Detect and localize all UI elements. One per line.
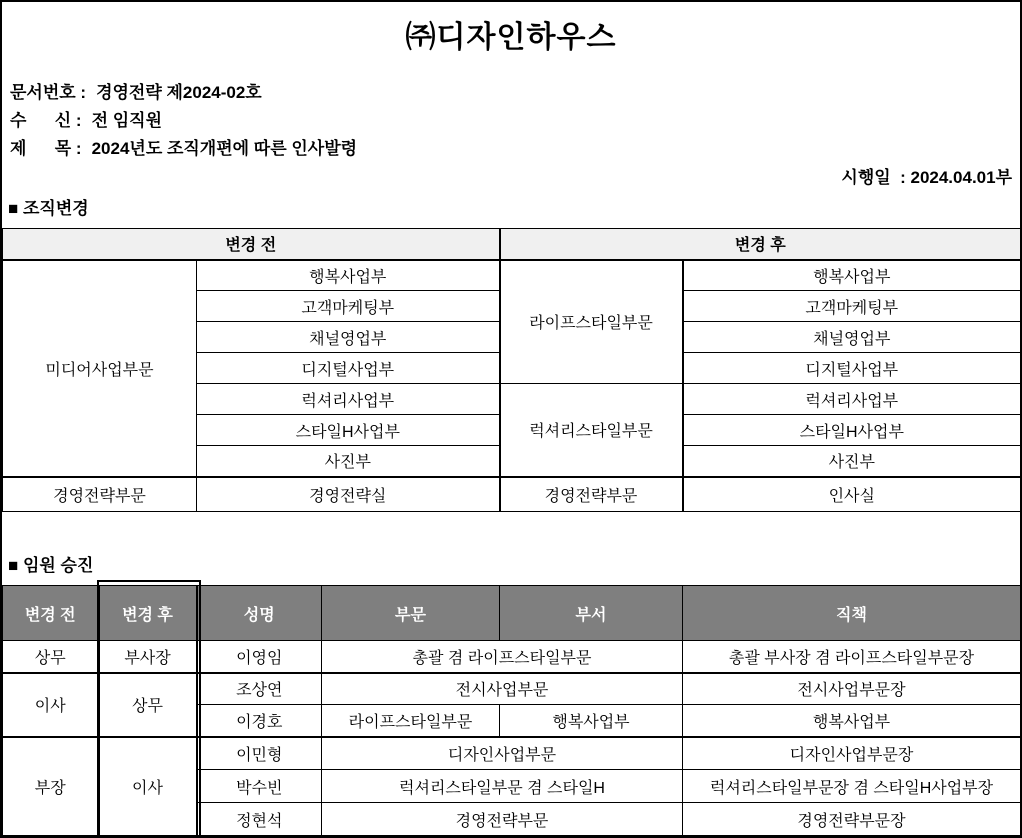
before-dept-cell: 행복사업부	[197, 260, 500, 291]
after-rank-cell: 이사	[99, 737, 197, 836]
before-rank-cell: 부장	[3, 737, 99, 836]
after-dept-cell: 사진부	[683, 446, 1021, 477]
division-cell: 전시사업부문	[322, 673, 683, 705]
after-division-luxury-cell: 럭셔리스타일부문	[500, 384, 683, 477]
before-dept-cell: 채널영업부	[197, 322, 500, 353]
recipient-label: 수 신 :	[10, 111, 82, 130]
org-header-after: 변경 후	[500, 229, 1021, 260]
promotion-heading: ■ 임원 승진	[8, 556, 94, 575]
recipient-line	[10, 106, 162, 131]
before-rank-cell: 상무	[3, 641, 99, 673]
after-dept-cell: 행복사업부	[683, 260, 1021, 291]
org-header-before: 변경 전	[3, 229, 500, 260]
name-cell: 정현석	[197, 803, 322, 836]
doc-number-line	[10, 78, 262, 103]
division-cell: 경영전략부문	[322, 803, 683, 836]
after-dept-cell: 럭셔리사업부	[683, 384, 1021, 415]
name-cell: 박수빈	[197, 770, 322, 803]
last-after-dept-cell: 인사실	[683, 477, 1021, 512]
after-rank-cell: 부사장	[99, 641, 197, 673]
org-table-header-row	[3, 229, 1021, 260]
table-row	[3, 641, 1021, 673]
division-cell: 디자인사업부문	[322, 737, 683, 770]
last-before-division-cell: 경영전략부문	[3, 477, 197, 512]
promo-header-division: 부문	[322, 586, 500, 641]
org-change-table	[2, 228, 1021, 512]
doc-number-label: 문서번호 :	[10, 83, 87, 102]
after-dept-cell: 디지털사업부	[683, 353, 1021, 384]
division-cell: 럭셔리스타일부문 겸 스타일H	[322, 770, 683, 803]
title-cell: 럭셔리스타일부문장 겸 스타일H사업부장	[683, 770, 1021, 803]
promo-header-after: 변경 후	[99, 586, 197, 641]
before-dept-cell: 고객마케팅부	[197, 291, 500, 322]
table-row	[3, 260, 1021, 291]
before-division-cell: 미디어사업부문	[3, 260, 197, 477]
subject-label: 제 목 :	[10, 139, 82, 158]
title-cell: 전시사업부문장	[683, 673, 1021, 705]
division-cell: 라이프스타일부문	[322, 705, 500, 737]
name-cell: 이경호	[197, 705, 322, 737]
last-after-division-cell: 경영전략부문	[500, 477, 683, 512]
name-cell: 이영임	[197, 641, 322, 673]
before-dept-cell: 럭셔리사업부	[197, 384, 500, 415]
promo-header-title: 직책	[683, 586, 1021, 641]
table-row	[3, 477, 1021, 512]
before-dept-cell: 사진부	[197, 446, 500, 477]
recipient-value: 전 임직원	[91, 111, 162, 130]
promotion-table	[2, 585, 1021, 836]
title-cell: 총괄 부사장 겸 라이프스타일부문장	[683, 641, 1021, 673]
name-cell: 조상연	[197, 673, 322, 705]
company-title: ㈜디자인하우스	[405, 21, 617, 54]
org-change-heading: ■ 조직변경	[8, 199, 89, 218]
title-cell: 행복사업부	[683, 705, 1021, 737]
name-cell: 이민형	[197, 737, 322, 770]
before-dept-cell: 스타일H사업부	[197, 415, 500, 446]
after-division-lifestyle-cell: 라이프스타일부문	[500, 260, 683, 384]
after-dept-cell: 채널영업부	[683, 322, 1021, 353]
subject-value: 2024년도 조직개편에 따른 인사발령	[91, 139, 358, 158]
effective-date: 시행일 : 2024.04.01부	[841, 168, 1012, 187]
after-dept-cell: 고객마케팅부	[683, 291, 1021, 322]
table-row	[3, 673, 1021, 705]
title-cell: 경영전략부문장	[683, 803, 1021, 836]
title-cell: 디자인사업부문장	[683, 737, 1021, 770]
before-dept-cell: 디지털사업부	[197, 353, 500, 384]
division-cell: 총괄 겸 라이프스타일부문	[322, 641, 683, 673]
promo-header-name: 성명	[197, 586, 322, 641]
after-dept-cell: 스타일H사업부	[683, 415, 1021, 446]
after-rank-cell: 상무	[99, 673, 197, 737]
table-row	[3, 737, 1021, 770]
promo-header-dept: 부서	[500, 586, 683, 641]
dept-cell: 행복사업부	[500, 705, 683, 737]
before-rank-cell: 이사	[3, 673, 99, 737]
doc-number-value: 경영전략 제2024-02호	[96, 83, 262, 102]
promo-table-header-row	[3, 586, 1021, 641]
last-before-dept-cell: 경영전략실	[197, 477, 500, 512]
subject-line	[10, 134, 357, 159]
promo-header-before: 변경 전	[3, 586, 99, 641]
